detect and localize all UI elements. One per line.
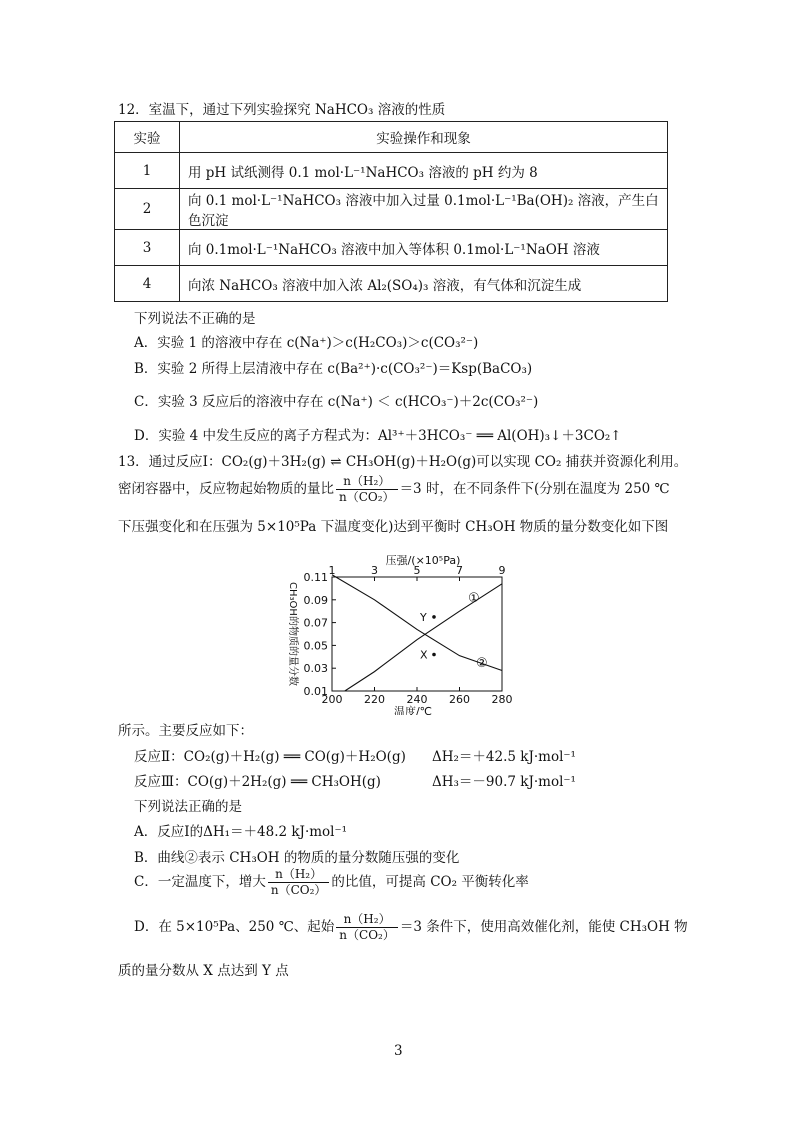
point-label: X <box>420 648 428 662</box>
q13-line2-pre: 密闭容器中，反应物起始物质的量比 <box>118 481 334 497</box>
q12-option-b: B．实验 2 所得上层清液中存在 c(Ba²⁺)·c(CO₃²⁻)＝Ksp(BaCO₃) <box>134 361 533 377</box>
ratio-numerator: n（H₂） <box>268 867 330 883</box>
x-tick-label: 280 <box>491 693 513 706</box>
series-label: ① <box>468 591 480 606</box>
row-number: 4 <box>115 266 180 302</box>
ratio-numerator: n（H₂） <box>336 912 398 928</box>
row-description: 向 0.1mol·L⁻¹NaHCO₃ 溶液中加入等体积 0.1mol·L⁻¹NaOH 溶液 <box>180 230 668 266</box>
q13-option-d-post: ＝3 条件下，使用高效催化剂，能使 CH₃OH 物 <box>399 919 688 935</box>
point-marker <box>432 615 436 619</box>
row-number: 1 <box>115 153 180 189</box>
q13-option-c-pre: C．一定温度下，增大 <box>134 874 266 890</box>
q13-line1: 13．通过反应Ⅰ：CO₂(g)＋3H₂(g) ⇌ CH₃OH(g)＋H₂O(g)可以实现 CO₂ 捕获并资源化利用。 <box>118 454 688 470</box>
ratio-fraction <box>336 912 398 943</box>
q12-prompt: 下列说法不正确的是 <box>134 311 256 327</box>
experiment-table <box>114 121 668 302</box>
ratio-fraction <box>268 867 330 898</box>
q12-option-a: A．实验 1 的溶液中存在 c(Na⁺)＞c(H₂CO₃)＞c(CO₃²⁻) <box>134 335 479 351</box>
q12-stem: 12．室温下，通过下列实验探究 NaHCO₃ 溶液的性质 <box>118 102 446 118</box>
y-axis-label: CH₃OH的物质的量分数 <box>287 582 298 686</box>
table-row <box>115 153 668 189</box>
q13-line2 <box>118 474 670 505</box>
row-number: 2 <box>115 189 180 230</box>
point-label: Y <box>420 610 427 624</box>
ratio-numerator: n（H₂） <box>336 474 398 490</box>
ratio-denominator: n（CO₂） <box>339 490 395 504</box>
top-tick-label: 3 <box>371 564 378 577</box>
ratio-denominator: n（CO₂） <box>270 883 327 897</box>
page-number: 3 <box>394 1043 403 1059</box>
table-row <box>115 230 668 266</box>
row-description: 向浓 NaHCO₃ 溶液中加入浓 Al₂(SO₄)₃ 溶液，有气体和沉淀生成 <box>180 266 668 302</box>
x-tick-label: 260 <box>449 693 470 706</box>
table-header-row <box>115 122 668 153</box>
q12-option-c: C．实验 3 反应后的溶液中存在 c(Na⁺) ＜ c(HCO₃⁻)＋2c(CO₃²⁻) <box>134 394 539 410</box>
q13-option-d-pre: D．在 5×10⁵Pa、250 ℃、起始 <box>134 919 335 935</box>
q13-line4: 所示。主要反应如下： <box>118 723 253 739</box>
row-description: 向 0.1 mol·L⁻¹NaHCO₃ 溶液中加入过量 0.1mol·L⁻¹Ba(OH)₂ 溶液，产生白色沉淀 <box>180 189 668 230</box>
top-axis-label: 压强/(×10⁵Pa) <box>385 555 461 567</box>
reaction-3: 反应Ⅲ：CO(g)＋2H₂(g) ══ CH₃OH(g) <box>134 774 381 790</box>
top-tick-label: 1 <box>328 564 336 577</box>
q13-option-d-line2: 质的量分数从 X 点达到 Y 点 <box>118 963 289 979</box>
reaction-2: 反应Ⅱ：CO₂(g)＋H₂(g) ══ CO(g)＋H₂O(g) <box>134 749 406 765</box>
y-tick-label: 0.03 <box>303 662 328 676</box>
q13-option-c <box>134 867 529 898</box>
table-row <box>115 189 668 230</box>
q13-prompt: 下列说法正确的是 <box>134 799 242 815</box>
series-label: ② <box>476 656 488 671</box>
y-tick-label: 0.01 <box>303 685 328 698</box>
q13-line2-post: ＝3 时，在不同条件下(分别在温度为 250 ℃ <box>399 481 670 497</box>
point-marker <box>432 653 436 657</box>
header-operation: 实验操作和现象 <box>180 122 668 153</box>
q13-line3: 下压强变化和在压强为 5×10⁵Pa 下温度变化)达到平衡时 CH₃OH 物质的量分数变化如下图 <box>118 519 669 535</box>
reaction-3-enthalpy: ΔH₃＝－90.7 kJ·mol⁻¹ <box>432 774 576 790</box>
header-experiment: 实验 <box>115 122 180 153</box>
ratio-denominator: n（CO₂） <box>339 928 395 942</box>
row-number: 3 <box>115 230 180 266</box>
q13-option-c-post: 的比值，可提高 CO₂ 平衡转化率 <box>331 874 529 890</box>
y-tick-label: 0.11 <box>303 571 328 584</box>
y-tick-label: 0.07 <box>303 616 328 630</box>
x-tick-label: 240 <box>406 693 428 706</box>
q13-option-d <box>134 912 688 943</box>
reaction-2-enthalpy: ΔH₂＝＋42.5 kJ·mol⁻¹ <box>432 749 576 765</box>
y-tick-label: 0.05 <box>303 639 328 653</box>
ratio-fraction <box>336 474 398 505</box>
q13-option-a: A．反应Ⅰ的ΔH₁＝＋48.2 kJ·mol⁻¹ <box>134 824 348 840</box>
table-row <box>115 266 668 302</box>
top-tick-label: 9 <box>498 564 506 577</box>
x-tick-label: 220 <box>364 693 385 706</box>
y-tick-label: 0.09 <box>303 593 328 607</box>
top-tick-label: 7 <box>456 564 463 577</box>
q12-option-d: D．实验 4 中发生反应的离子方程式为：Al³⁺＋3HCO₃⁻ ══ Al(OH)₃↓＋3CO₂↑ <box>134 428 622 444</box>
q13-option-b: B．曲线②表示 CH₃OH 的物质的量分数随压强的变化 <box>134 850 460 866</box>
methanol-fraction-chart <box>270 555 520 715</box>
row-description: 用 pH 试纸测得 0.1 mol·L⁻¹NaHCO₃ 溶液的 pH 约为 8 <box>180 153 668 189</box>
x-tick-label: 200 <box>321 693 343 706</box>
top-tick-label: 5 <box>413 564 421 577</box>
x-axis-label: 温度/℃ <box>393 705 433 715</box>
